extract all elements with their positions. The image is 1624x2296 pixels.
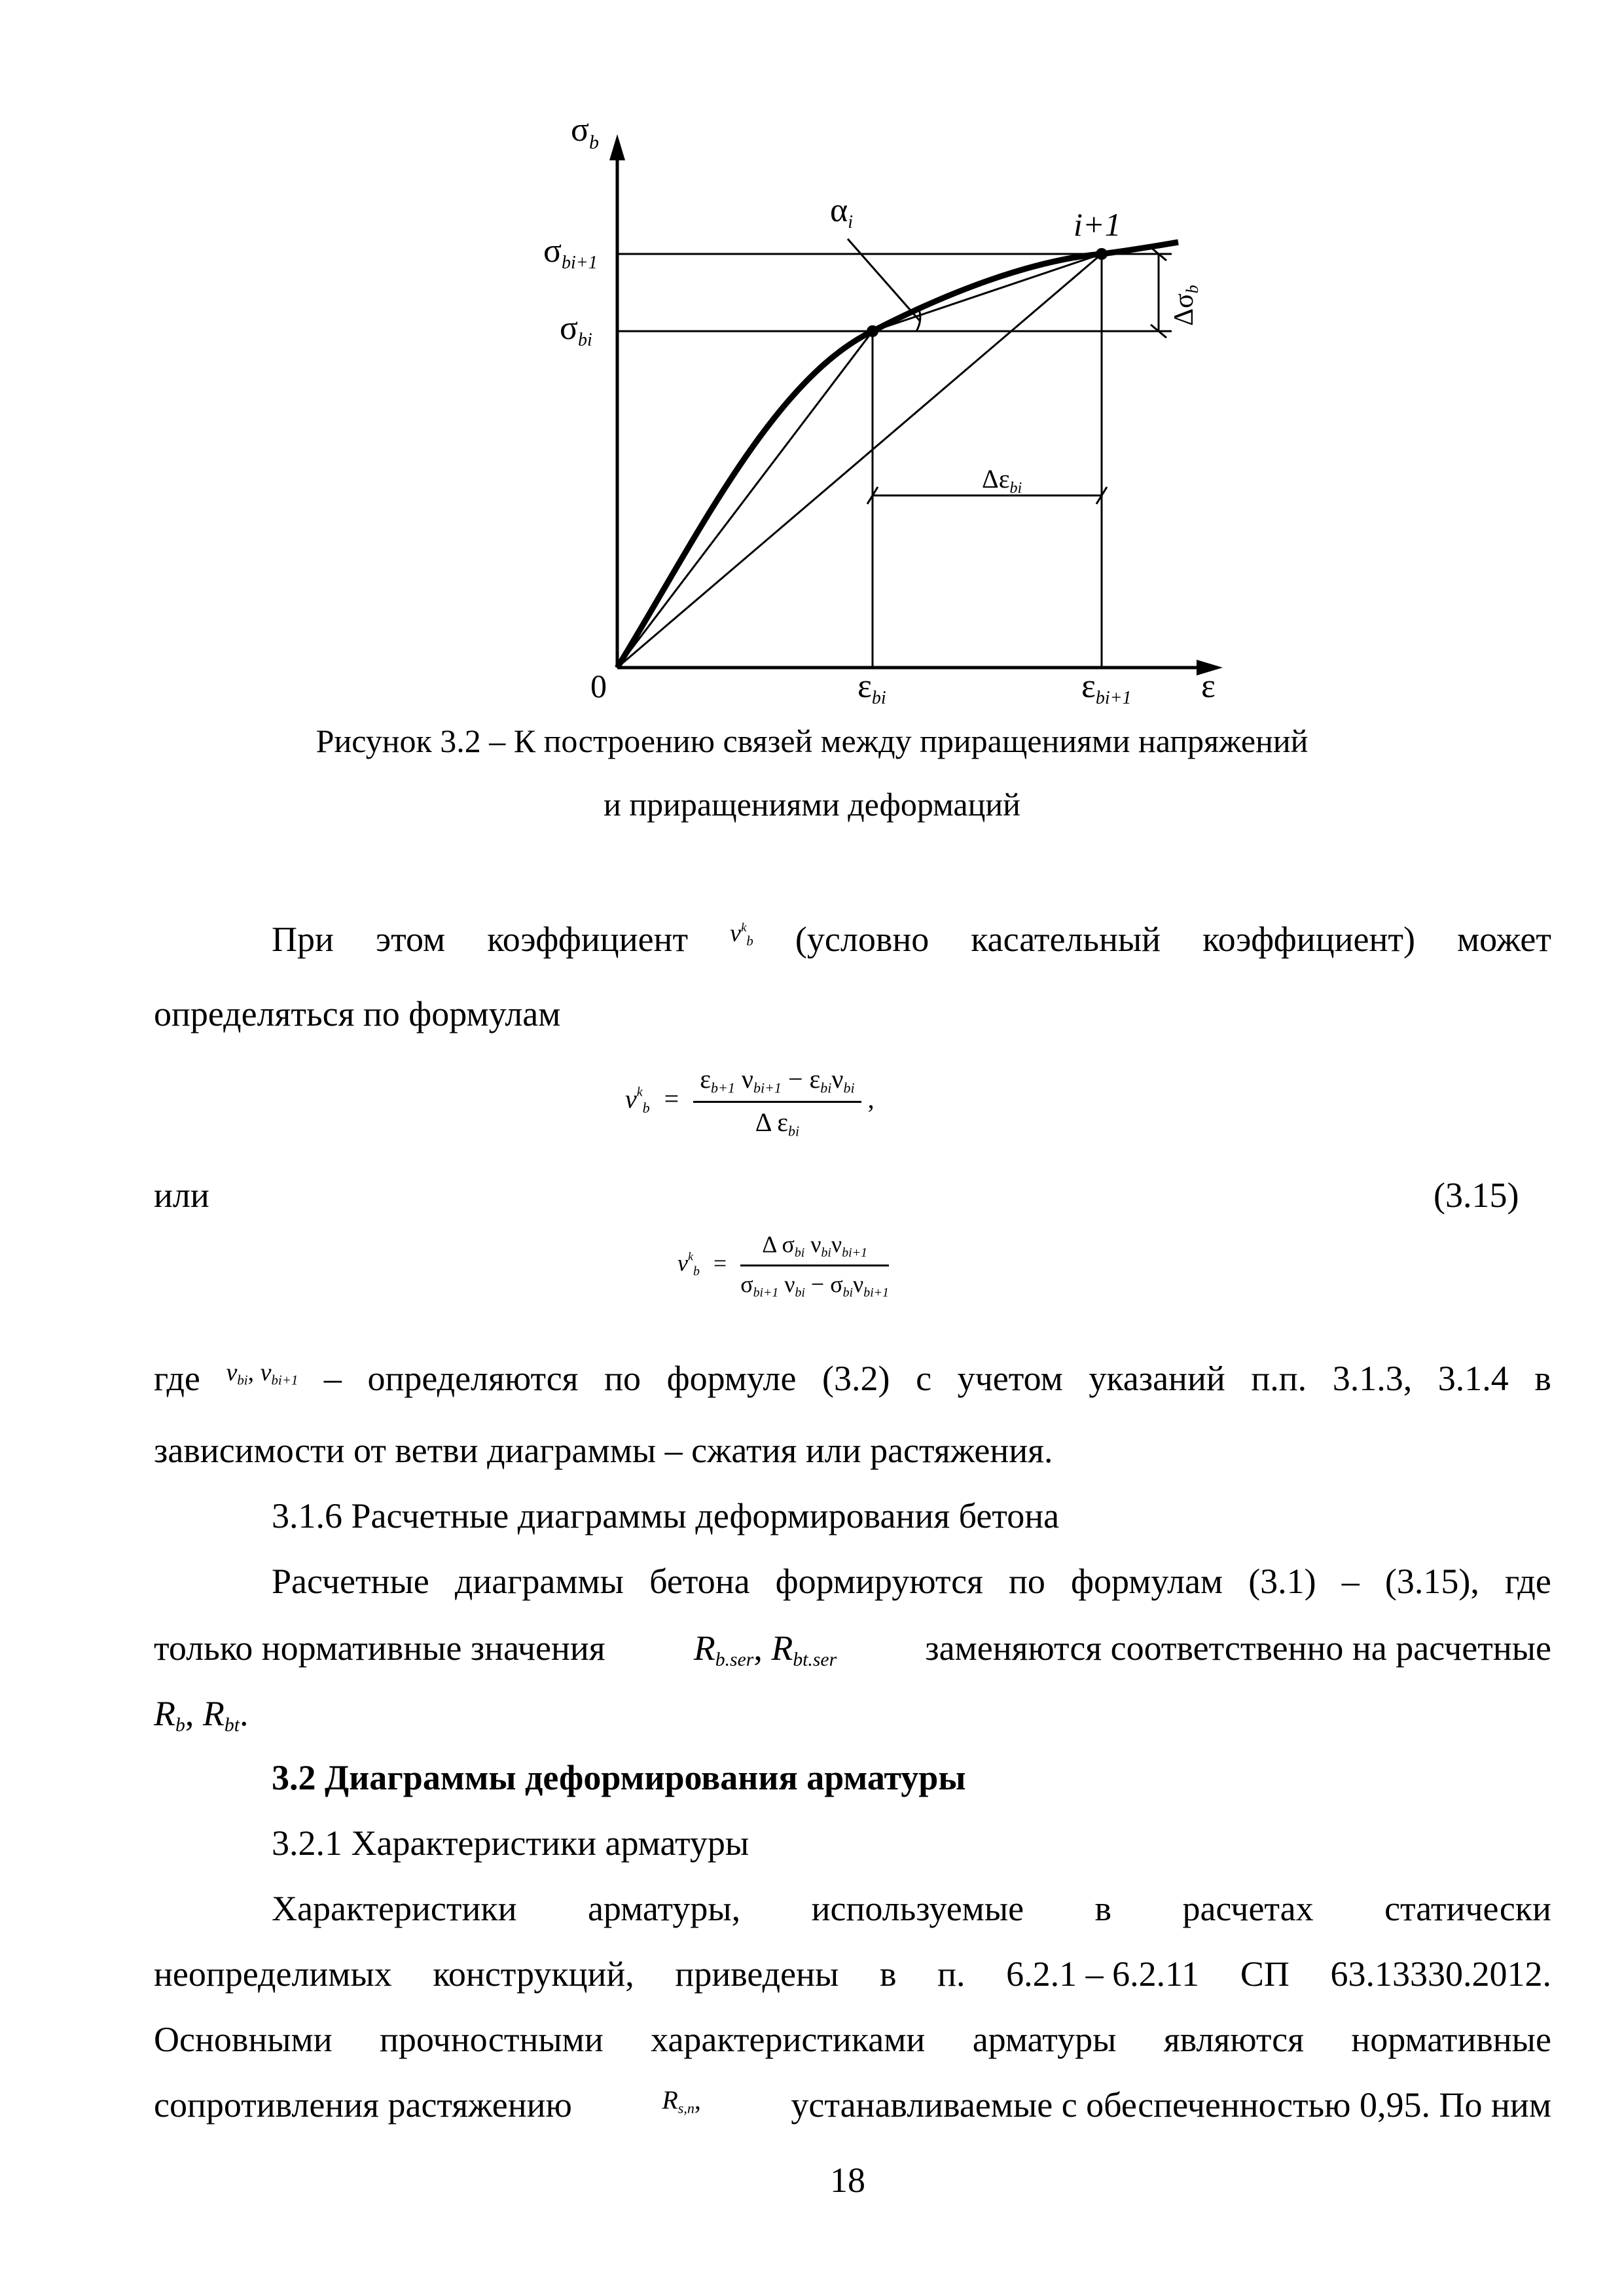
origin-label: 0 <box>590 668 607 704</box>
secant-bi <box>617 331 873 668</box>
stress-strain-diagram <box>0 0 1624 720</box>
paragraph-1-line2: определяться по формулам <box>154 994 561 1033</box>
paragraph-2-line1: где $\nu_{bi}$, $\nu_{bi+1}$ – определяются по формуле (3.2) с учетом указаний п.п. 3.1.3, 3.1.4 в <box>154 1359 1551 1398</box>
paragraph-4-line2: неопределимых конструкций, приведены в п. 6.2.1 – 6.2.11 СП 63.13330.2012. <box>154 1954 1551 1994</box>
paragraph-2-line2: зависимости от ветви диаграммы – сжатия или растяжения. <box>154 1431 1053 1470</box>
point-i1 <box>1096 248 1108 260</box>
sigma-bi-label: σbi <box>560 310 592 350</box>
paragraph-4-line3: Основными прочностными характеристиками арматуры являются нормативные <box>154 2020 1551 2059</box>
paragraph-3-line2: только нормативные значения $R_{b.ser}$, $R_{bt.ser}$ заменяются соответственно на расчетные <box>154 1628 1551 1670</box>
point-label: i+1 <box>1074 206 1121 243</box>
delta-sigma-label: Δσb <box>1169 285 1202 326</box>
section-heading-3-2: 3.2 Диаграммы деформирования арматуры <box>272 1758 966 1797</box>
stress-strain-curve <box>617 242 1178 668</box>
eps-bi1-label: εbi+1 <box>1081 668 1132 708</box>
y-axis-label: $\sigma_b$ <box>571 111 600 153</box>
paragraph-4-line4: сопротивления растяжению $R_{s,n}$, устанавливаемые с обеспеченностью 0,95. По ним <box>154 2085 1551 2125</box>
formula-2: $\nu^kb$ = $\frac{\text{Δ σbi νbiνbi+1}}{\text{σbi+1 νbi − σbiνbi+1}}$ <box>677 1231 889 1300</box>
paragraph-1-line1: При этом коэффициент $\nu^k_b$ (условно касательный коэффициент) может <box>272 920 1551 959</box>
secant-bi1 <box>617 254 1102 668</box>
subsection-3-1-6: 3.1.6 Расчетные диаграммы деформирования бетона <box>272 1496 1060 1535</box>
point-i <box>867 325 878 337</box>
alpha-pointer <box>848 239 920 321</box>
paragraph-3-line1: Расчетные диаграммы бетона формируются по формулам (3.1) – (3.15), где <box>272 1562 1551 1601</box>
formula-1: $\nu^kb$ = $\frac{\text{εb+1 νbi+1 − εbiνbi}}{\text{Δ εbi}}$ , <box>625 1064 875 1139</box>
figure-caption-line1: Рисунок 3.2 – К построению связей между приращениями напряжений <box>316 723 1308 759</box>
delta-eps-label: $\Delta\varepsilon_{bi}$ <box>982 464 1022 497</box>
subsection-3-2-1: 3.2.1 Характеристики арматуры <box>272 1823 749 1863</box>
alpha-label: αi <box>830 192 854 232</box>
eps-bi-label: εbi <box>857 668 886 708</box>
paragraph-3-line3: $R_b$, $R_{bt}$. <box>154 1694 249 1736</box>
or-label: или <box>154 1175 209 1215</box>
chord <box>873 254 1102 331</box>
figure-caption-line2: и приращениями деформаций <box>604 786 1020 823</box>
y-axis-arrow <box>609 134 625 160</box>
sigma-bi1-label: σbi+1 <box>543 232 598 273</box>
x-axis-label: ε <box>1201 668 1216 705</box>
page-number: 18 <box>830 2161 865 2200</box>
equation-number: (3.15) <box>1434 1175 1519 1215</box>
paragraph-4-line1: Характеристики арматуры, используемые в расчетах статически <box>272 1889 1551 1928</box>
